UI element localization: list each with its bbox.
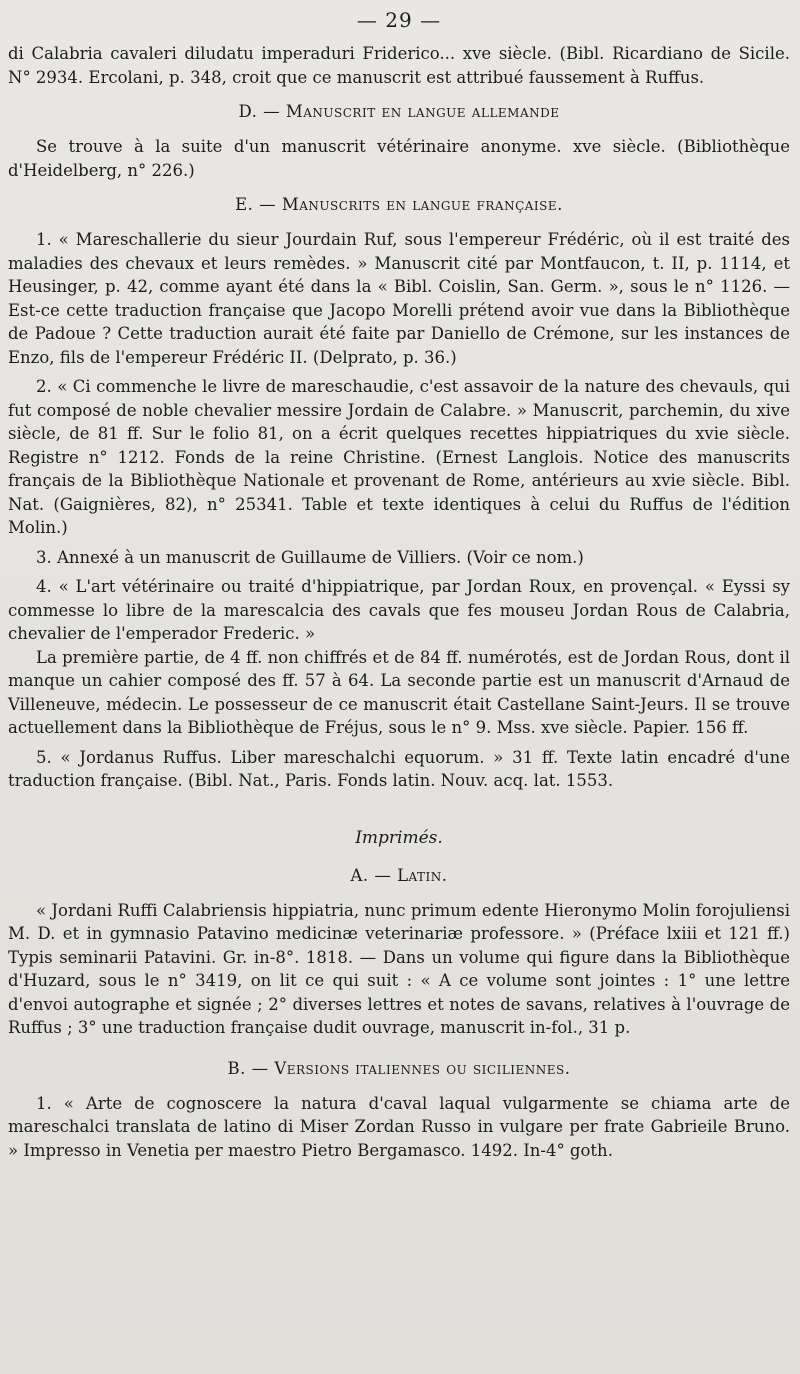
section-e-item-2: 2. « Ci commenche le livre de mareschaudie, c'est assavoir de la nature des chevauls, qui fut composé de noble chevalier messire Jordain de Calabre. » Manuscrit, parchemin, du xive siècle, de 81 ff. Sur le folio 81, on a écrit quelques recettes hippiatriques du xvie siècle. Registre n° 1212. Fonds de la reine Christine. (Ernest Langlois. Notice des manuscrits français de la Bibliothèque Nationale et provenant de Rome, antérieurs au xvie siècle. Bibl. Nat. (Gaignières, 82), n° 25341. Table et texte identiques à celui du Ruffus de l'édition Molin.): [8, 377, 790, 537]
section-e-item-4: 4. « L'art vétérinaire ou traité d'hippiatrique, par Jordan Roux, en provençal. « Eyssi sy commesse lo libre de la marescalcia des cavals que fes mouseu Jordan Rous de Calabria, chevalier de l'emperador Frederic. »: [8, 577, 790, 643]
section-d-heading: D. — Manuscrit en langue allemande: [238, 102, 560, 121]
section-e-item-1: 1. « Mareschallerie du sieur Jourdain Ruf, sous l'empereur Frédéric, où il est traité des maladies des chevaux et leurs remèdes. » Manuscrit cité par Montfaucon, t. II, p. 1114, et Heusinger, p. 42, comme ayant été dans la « Bibl. Coislin, San. Germ. », sous le n° 1126. — Est-ce cette traduction française que Jacopo Morelli prétend avoir vue dans la Bibliothèque de Padoue ? Cette traduction aurait été faite par Daniello de Crémone, sur les instances de Enzo, fils de l'empereur Frédéric II. (Delprato, p. 36.): [8, 230, 790, 367]
section-e-heading: E. — Manuscrits en langue française.: [235, 195, 563, 214]
section-e-item-4-continued: La première partie, de 4 ff. non chiffrés et de 84 ff. numérotés, est de Jordan Rous, dont il manque un cahier composé des ff. 57 à 64. La seconde partie est un manuscrit d'Arnaud de Villeneuve, médecin. Le possesseur de ce manuscrit était Castellane Saint-Jeurs. Il se trouve actuellement dans la Bibliothèque de Fréjus, sous le n° 9. Mss. xve siècle. Papier. 156 ff.: [8, 647, 790, 737]
section-d-paragraph: Se trouve à la suite d'un manuscrit vétérinaire anonyme. xve siècle. (Bibliothèque d'Heidelberg, n° 226.): [8, 137, 790, 180]
section-b-paragraph: 1. « Arte de cognoscere la natura d'caval laqual vulgarmente se chiama arte de mareschalci translata de latino di Miser Zordan Russo in vulgare per frate Gabrieile Bruno. » Impresso in Venetia per maestro Pietro Bergamasco. 1492. In-4° goth.: [8, 1093, 790, 1160]
section-e-item-3: 3. Annexé à un manuscrit de Guillaume de Villiers. (Voir ce nom.): [36, 547, 584, 567]
section-b-heading: B. — Versions italiennes ou siciliennes.: [227, 1058, 571, 1078]
section-e-item-5: 5. « Jordanus Ruffus. Liber mareschalchi equorum. » 31 ff. Texte latin encadré d'une traduction française. (Bibl. Nat., Paris. Fonds latin. Nouv. acq. lat. 1553.: [8, 747, 790, 790]
intro-paragraph: di Calabria cavaleri diludatu imperaduri Friderico... xve siècle. (Bibl. Ricardiano de Sicile. N° 2934. Ercolani, p. 348, croit que ce manuscrit est attribué faussement à Ruffus.: [8, 44, 790, 87]
section-a-heading: A. — Latin.: [350, 865, 448, 885]
page-number: — 29 —: [356, 8, 442, 32]
imprimes-heading: Imprimés.: [355, 827, 443, 848]
section-a-paragraph: « Jordani Ruffi Calabriensis hippiatria, nunc primum edente Hieronymo Molin forojuliensi M. D. et in gymnasio Patavino medicinæ veterinariæ professore. » (Préface lxiii et 121 ff.) Typis seminarii Patavini. Gr. in-8°. 1818. — Dans un volume qui figure dans la Bibliothèque d'Huzard, sous le n° 3419, on lit ce qui suit : « A ce volume sont jointes : 1° une lettre d'envoi autographe et signée ; 2° diverses lettres et notes de savans, relatives à l'ouvrage de Ruffus ; 3° une traduction française dudit ouvrage, manuscrit in-fol., 31 p.: [8, 900, 790, 1037]
